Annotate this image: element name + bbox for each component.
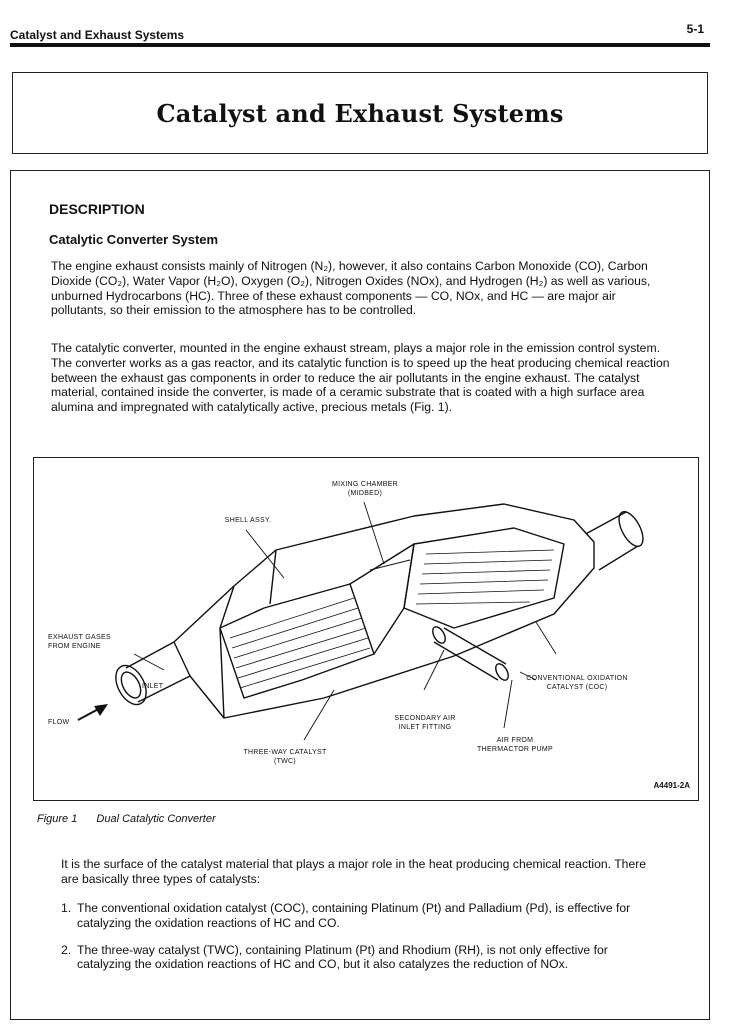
label-flow: FLOW xyxy=(48,719,70,726)
content-box xyxy=(10,170,710,1020)
list-item xyxy=(61,901,661,931)
running-head-title: Catalyst and Exhaust Systems xyxy=(10,28,185,42)
header-rule xyxy=(10,43,710,47)
label-mixing-chamber: MIXING CHAMBER (MIDBED) xyxy=(331,481,399,497)
sub-heading: Catalytic Converter System xyxy=(49,232,219,247)
converter-illustration xyxy=(34,458,698,800)
page-number: 5-1 xyxy=(686,22,704,36)
paragraph-2: The catalytic converter, mounted in the engine exhaust stream, plays a major role in the emission control system. The converter works as a gas reactor, and its catalytic function is to speed up the heat producing chemical reaction between the exhaust gas components in order to reduce the air pollutants in the engine exhaust. The catalyst material, contained inside the converter, is made of a ceramic substrate that is coated with a high surface area alumina and impregnated with catalytically active, precious metals (Fig. 1). xyxy=(51,341,670,415)
list-item-number: 2. xyxy=(61,942,72,957)
paragraph-3: It is the surface of the catalyst material that plays a major role in the heat producing chemical reaction. There are basically three types of catalysts: xyxy=(61,857,647,886)
paragraph-1: The engine exhaust consists mainly of Nitrogen (N₂), however, it also contains Carbon Monoxide (CO), Carbon Dioxide (CO₂), Water Vapor (H₂O), Oxygen (O₂), Nitrogen Oxides (NOx), and Hydrogen (H₂) as well as various, unburned Hydrocarbons (HC). Three of these exhaust components — CO, NOx, and HC — are major air pollutants, so their emission to the atmosphere has to be controlled. xyxy=(51,259,651,318)
page-title: Catalyst and Exhaust Systems xyxy=(156,98,564,128)
list-item-text: The conventional oxidation catalyst (COC), containing Platinum (Pt) and Palladium (Pd), is effective for catalyzing the oxidation reactions of HC and CO. xyxy=(77,901,631,930)
label-twc: THREE-WAY CATALYST (TWC) xyxy=(243,749,327,765)
label-coc: CONVENTIONAL OXIDATION CATALYST (COC) xyxy=(526,675,628,691)
label-inlet: INLET xyxy=(142,683,164,690)
label-shell-assy: SHELL ASSY. xyxy=(224,517,272,524)
title-box xyxy=(12,72,708,154)
label-air-from: AIR FROM THERMACTOR PUMP xyxy=(477,737,553,753)
section-heading: DESCRIPTION xyxy=(49,201,145,217)
list-item xyxy=(61,943,661,973)
caption-number: Figure 1 xyxy=(37,813,78,825)
figure-id: A4491-2A xyxy=(653,781,690,790)
label-secondary-air: SECONDARY AIR INLET FITTING xyxy=(394,715,456,731)
list-item-number: 1. xyxy=(61,901,72,915)
caption-text: Dual Catalytic Converter xyxy=(96,813,216,825)
label-exhaust-gases: EXHAUST GASES FROM ENGINE xyxy=(48,634,111,650)
figure-1 xyxy=(33,457,699,801)
figure-caption xyxy=(37,813,216,825)
catalyst-list xyxy=(61,901,661,984)
list-item-text: The three-way catalyst (TWC), containing Platinum (Pt) and Rhodium (RH), is not only effective for catalyzing the oxidation reactions of HC and CO, but it also catalyzes the reduction of NOx. xyxy=(77,942,608,972)
